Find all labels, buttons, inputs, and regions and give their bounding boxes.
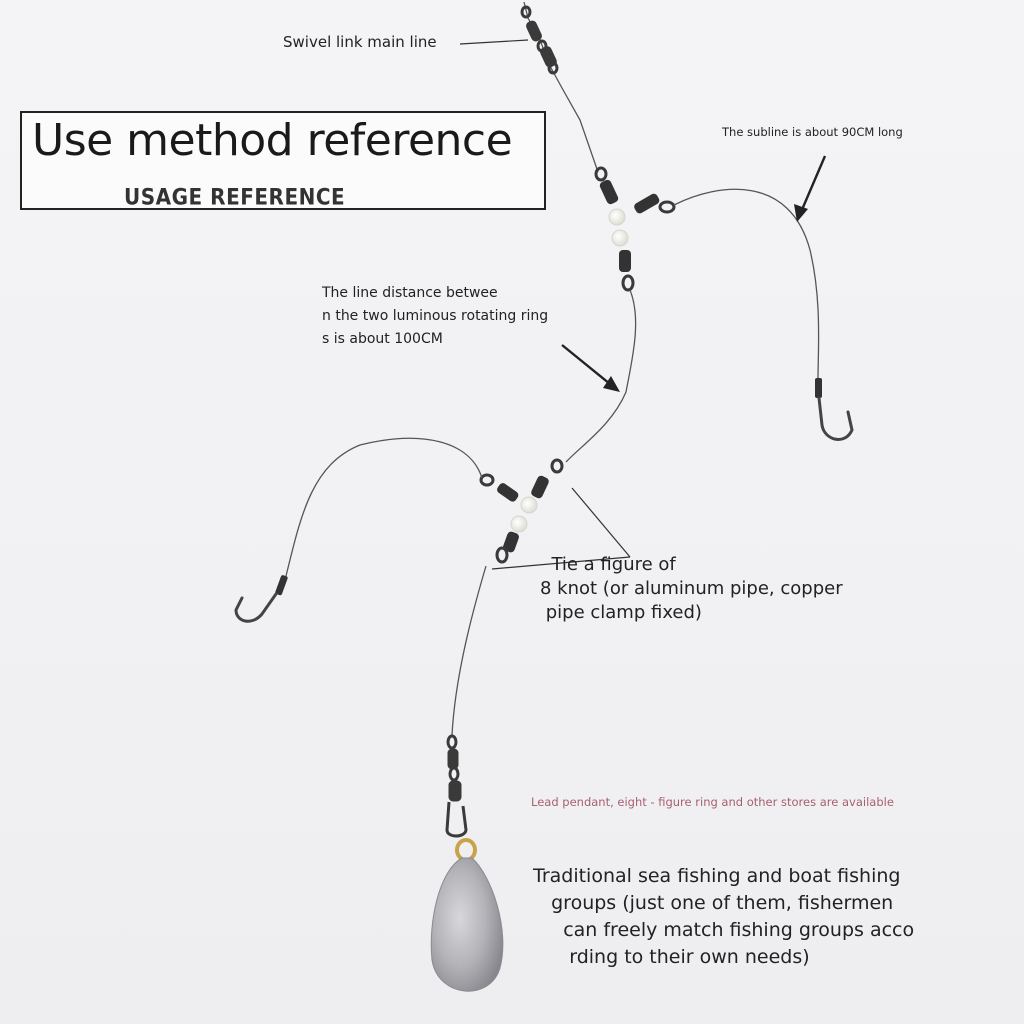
traditional-fishing-label: Traditional sea fishing and boat fishing groups (just one of them, fishermen can freely match fishing groups acco rding to their own needs) — [533, 865, 915, 968]
main-line-bottom — [452, 566, 486, 735]
subline-label: The subline is about 90CM long — [722, 125, 903, 139]
line-distance-label: The line distance betwee n the two luminous rotating ring s is about 100CM — [322, 285, 549, 347]
left-hook-icon — [236, 594, 276, 621]
sinker-brass-eye — [457, 840, 475, 860]
left-hook-sleeve — [275, 575, 288, 596]
left-branch-line — [285, 438, 482, 580]
distance-arrow-head — [603, 376, 620, 392]
snap-swivel-icon — [447, 736, 466, 836]
distance-arrow-shaft — [562, 345, 610, 384]
right-hook-sleeve — [815, 378, 822, 398]
lead-pendant-label: Lead pendant, eight - figure ring and other stores are available — [531, 795, 894, 809]
swivel-pointer — [460, 40, 528, 44]
page-subtitle: USAGE REFERENCE — [124, 183, 346, 211]
subline-arrow-shaft — [801, 156, 825, 212]
swivel-label: Swivel link main line — [283, 33, 437, 51]
title-box — [20, 111, 546, 210]
knot-label: Tie a figure of 8 knot (or aluminum pipe, copper pipe clamp fixed) — [540, 554, 843, 623]
page-title: Use method reference — [32, 115, 513, 166]
lead-sinker-icon — [431, 858, 503, 991]
upper-three-way-swivel-icon — [596, 168, 674, 290]
lower-three-way-swivel-icon — [481, 460, 562, 562]
right-hook-icon — [819, 398, 852, 439]
